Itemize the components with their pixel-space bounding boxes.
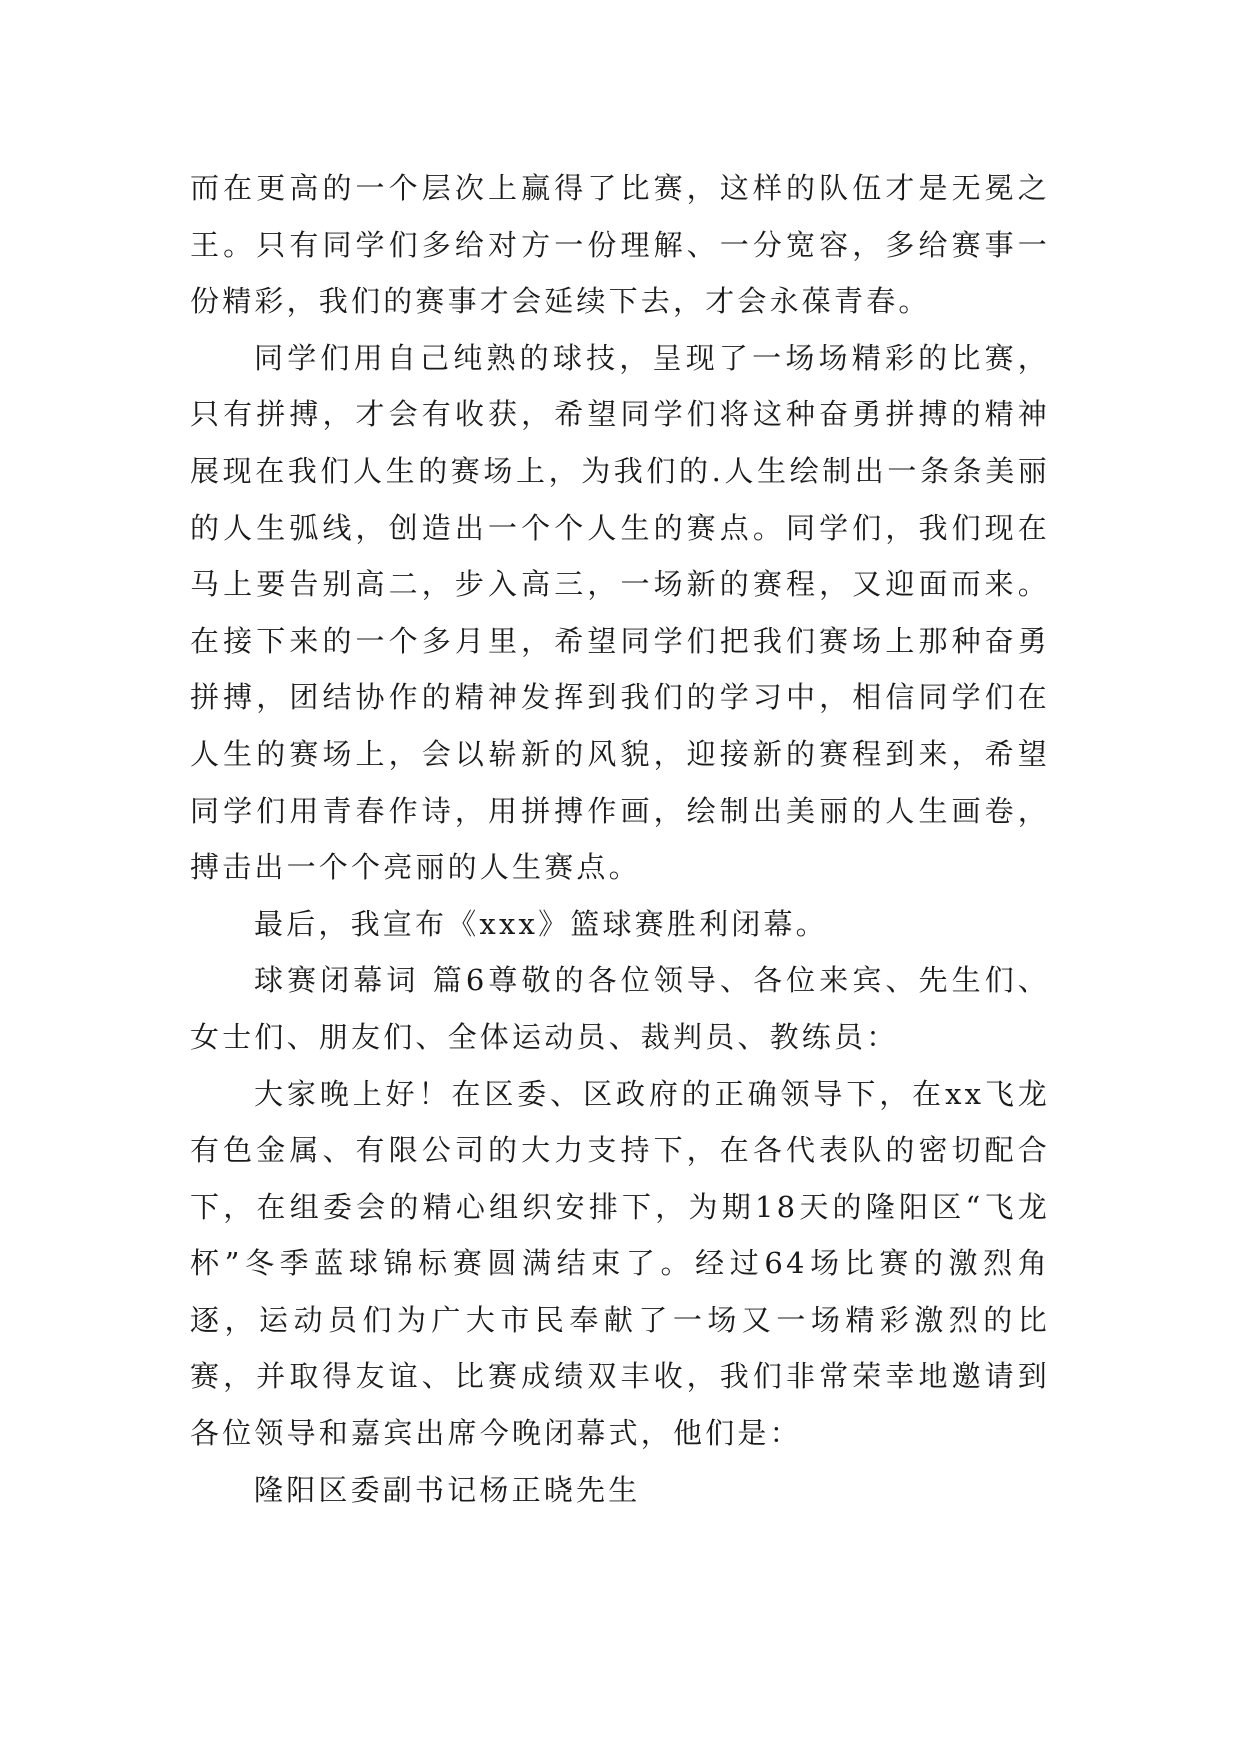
paragraph-5: 大家晚上好！在区委、区政府的正确领导下，在xx飞龙有色金属、有限公司的大力支持下，在各代表队的密切配合下，在组委会的精心组织安排下，为期18天的隆阳区“飞龙杯”冬季蓝球锦标赛圆满结束了。经过64场比赛的激烈角逐，运动员们为广大市民奉献了一场又一场精彩激烈的比赛，并取得友谊、比赛成绩双丰收，我们非常荣幸地邀请到各位领导和嘉宾出席今晚闭幕式，他们是： — [190, 1076, 1050, 1451]
paragraph-4: 球赛闭幕词 篇6尊敬的各位领导、各位来宾、先生们、女士们、朋友们、全体运动员、裁判员、教练员： — [190, 963, 1050, 1054]
paragraph-1: 而在更高的一个层次上赢得了比赛，这样的队伍才是无冕之王。只有同学们多给对方一份理解、一分宽容，多给赛事一份精彩，我们的赛事才会延续下去，才会永葆青春。 — [190, 171, 1050, 319]
paragraph-2: 同学们用自己纯熟的球技，呈现了一场场精彩的比赛，只有拼搏，才会有收获，希望同学们将这种奋勇拼搏的精神展现在我们人生的赛场上，为我们的.人生绘制出一条条美丽的人生弧线，创造出一个个人生的赛点。同学们，我们现在马上要告别高二，步入高三，一场新的赛程，又迎面而来。在接下来的一个多月里，希望同学们把我们赛场上那种奋勇拼搏，团结协作的精神发挥到我们的学习中，相信同学们在人生的赛场上，会以崭新的风貌，迎接新的赛程到来，希望同学们用青春作诗，用拼搏作画，绘制出美丽的人生画卷，搏击出一个个亮丽的人生赛点。 — [190, 340, 1050, 885]
paragraph-6: 隆阳区委副书记杨正晓先生 — [254, 1472, 641, 1507]
body-text — [190, 160, 1050, 1518]
paragraph-3: 最后，我宣布《xxx》篮球赛胜利闭幕。 — [254, 906, 828, 941]
